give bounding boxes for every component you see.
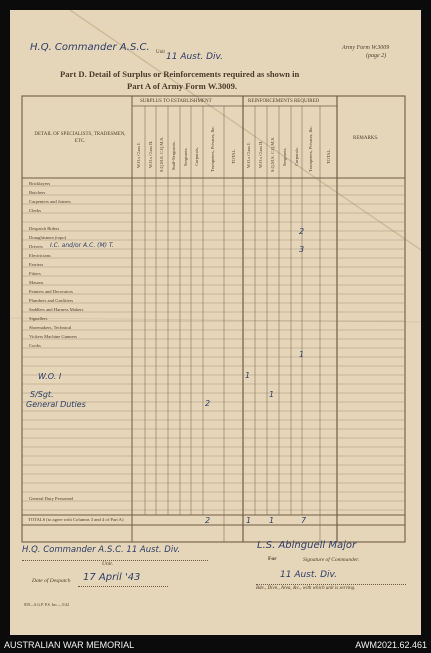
drivers-handwritten-note: I.C. and/or A.C. (M) T. — [50, 242, 114, 249]
surplus-col-privates: Trumpeters, Privates, &c. — [210, 125, 215, 172]
reinforcements-group-header: REINFORCEMENTS REQUIRED — [248, 99, 320, 104]
row-label-general-duty-personnel: General Duty Personnel — [29, 496, 74, 501]
row-label-shoemakers: Shoemakers, Technical — [29, 325, 72, 330]
row-label-despatch-riders: Despatch Riders — [29, 226, 60, 231]
row-label-saddlers: Saddlers and Harness Makers — [29, 307, 84, 312]
reinf-col-total: TOTAL. — [326, 148, 331, 164]
surplus-col-wo2: W.O.s Class II. — [148, 140, 153, 168]
footer-accession-number: AWM2021.62.461 — [355, 640, 427, 650]
surplus-col-wo1: W.O.s Class I. — [136, 142, 141, 168]
remarks-column-header: REMARKS. — [353, 136, 379, 141]
form-sheet — [10, 10, 421, 635]
bottom-division-handwritten: 11 Aust. Div. — [280, 570, 337, 580]
row-label-drivers: Drivers — [29, 244, 43, 249]
mark-cooks: 1 — [299, 350, 305, 359]
division-dotted-line — [256, 584, 406, 585]
division-label: Bde., Divn., Area, &c., with which unit is serving. — [256, 586, 356, 591]
mark-general-duties: 2 — [205, 399, 211, 408]
despatch-dotted-line — [78, 586, 168, 587]
unit-label: Unit — [156, 50, 165, 55]
reinf-col-sergeants: Sergeants. — [282, 147, 287, 166]
form-reference: Army Form W.3009 — [342, 45, 390, 51]
despatch-date: 17 April '43 — [83, 572, 141, 583]
unit-dotted-line — [22, 560, 208, 561]
reinf-col-sqms: S.Q.M.S. C.Q.M.S. — [270, 136, 275, 172]
reinf-col-corporals: Corporals. — [294, 147, 299, 166]
row-label-bricklayers: Bricklayers — [29, 181, 51, 186]
form-title-line2: Part A of Army Form W.3009. — [127, 81, 238, 91]
despatch-date-label: Date of Despatch — [32, 578, 71, 584]
total-surplus: 2 — [205, 516, 211, 525]
row-label-farriers: Farriers — [29, 262, 44, 267]
total-reinforcements: 7 — [301, 516, 307, 525]
page-reference: (page 2) — [366, 53, 387, 59]
totals-label: TOTALS (to agree with Columns 3 and 4 of Part A) — [28, 517, 124, 522]
row-label-electricians: Electricians — [29, 253, 51, 258]
bottom-unit-label: Unit. — [102, 561, 114, 567]
detail-column-header: DETAIL OF SPECIALISTS, TRADESMEN, ETC. — [34, 132, 126, 144]
row-label-masons: Masons — [29, 280, 44, 285]
row-label-clerks: Clerks — [29, 208, 41, 213]
bottom-unit-handwritten: H.Q. Commander A.S.C. 11 Aust. Div. — [22, 545, 181, 555]
row-label-draughtsmen: Draughtsmen (topo) — [29, 235, 67, 240]
surplus-col-staff-sergeants: Staff-Sergeants. — [171, 141, 176, 170]
row-label-carpenters: Carpenters and Joiners — [29, 199, 71, 204]
row-label-cooks: Cooks — [29, 343, 41, 348]
surplus-col-sqms: S.Q.M.S. C.Q.M.S. — [159, 136, 164, 172]
row-label-painters: Painters and Decorators — [29, 289, 73, 294]
row-label-vickers-gunners: Vickers Machine Gunners — [29, 334, 77, 339]
reinf-col-wo1: W.O.s Class I. — [246, 142, 251, 168]
surplus-col-total: TOTAL. — [231, 148, 236, 164]
handwritten-row-general-duties: General Duties — [26, 400, 86, 409]
row-label-plumbers: Plumbers and Gasfitters — [29, 298, 74, 303]
division-handwritten: 11 Aust. Div. — [166, 52, 223, 62]
print-reference: 859—S.G.P. P.S. Inc.—5/42 — [24, 602, 70, 607]
form-title-line1: Part D. Detail of Surplus or Reinforcements required as shown in — [60, 69, 300, 79]
mark-drivers: 3 — [299, 245, 305, 254]
unit-handwritten: H.Q. Commander A.S.C. — [30, 42, 150, 53]
row-label-butchers: Butchers — [29, 190, 46, 195]
surplus-col-sergeants: Sergeants. — [183, 147, 188, 166]
commander-signature: L.S. Abinguell Major — [257, 540, 357, 551]
total-wo1: 1 — [246, 516, 252, 525]
reinf-col-wo2: W.O.s Class II. — [258, 140, 263, 168]
table-grid — [10, 10, 421, 635]
footer-institution: AUSTRALIAN WAR MEMORIAL — [4, 640, 135, 650]
surplus-col-corporals: Corporals. — [194, 147, 199, 166]
total-ssgt: 1 — [269, 516, 275, 525]
handwritten-row-wo1: W.O. I — [38, 372, 62, 381]
signature-label: Signature of Commander. — [303, 557, 360, 563]
reinf-col-privates: Trumpeters, Privates, &c. — [308, 125, 313, 172]
surplus-group-header: SURPLUS TO ESTABLISHMENT — [140, 99, 212, 104]
mark-despatch-riders: 2 — [299, 227, 305, 236]
row-label-signallers: Signallers — [29, 316, 48, 321]
row-label-fitters: Fitters — [29, 271, 41, 276]
archive-footer — [0, 635, 431, 653]
handwritten-row-ssgt: S/Sgt. — [30, 390, 54, 399]
mark-ssgt: 1 — [269, 390, 275, 399]
mark-wo1: 1 — [245, 371, 251, 380]
for-label: For — [268, 556, 277, 562]
